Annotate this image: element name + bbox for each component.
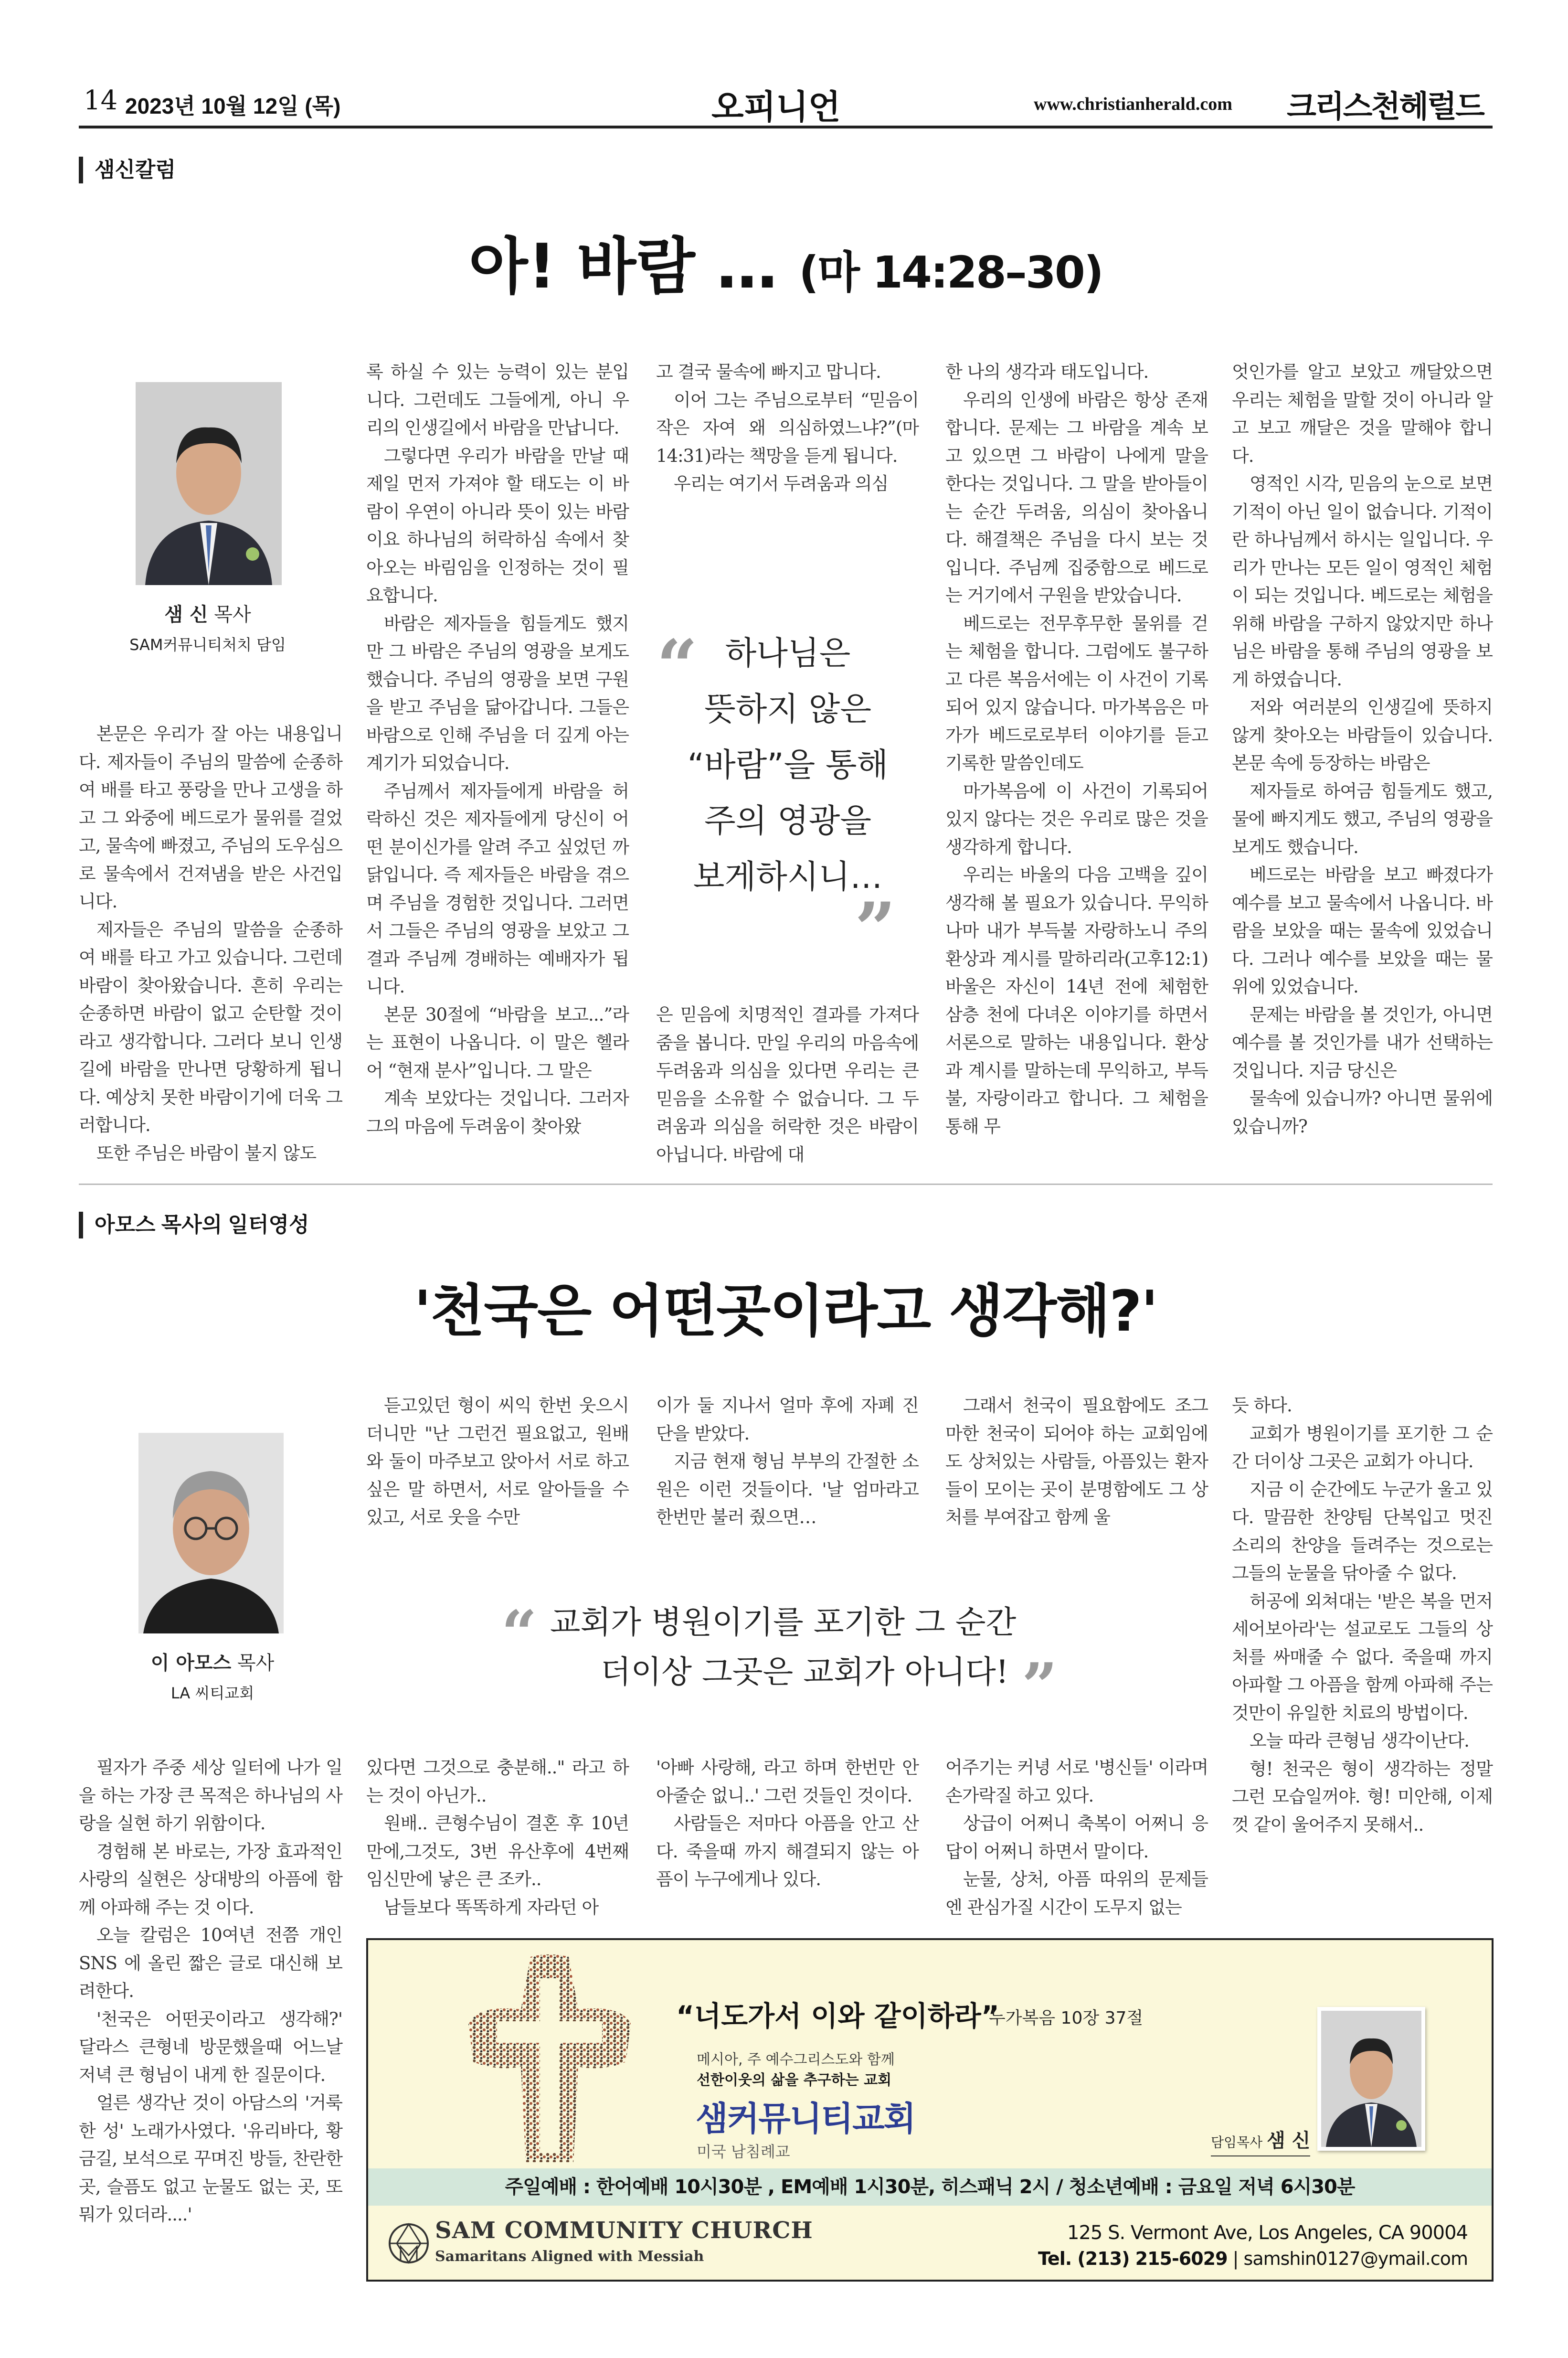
article-column	[656, 1001, 919, 1169]
ad-church-name: 샘커뮤니티교회	[696, 2099, 915, 2138]
author-name: 이 아모스	[150, 1652, 232, 1674]
paragraph-continued: 고 결국 물속에 빠지고 맙니다.	[656, 362, 881, 382]
paragraph: 오늘 칼럼은 10여년 전쯤 개인 SNS 에 올린 짧은 글로 대신해 보려한다.	[79, 1925, 342, 2001]
paragraph: 물속에 있습니까? 아니면 물위에 있습니까?	[1232, 1088, 1493, 1137]
pull-quote-line: 하나님은	[725, 635, 851, 672]
article-column	[945, 1754, 1208, 1921]
paragraph: 마가복음에 이 사건이 기록되어 있지 않다는 것은 우리로 많은 것을 생각하게 합니다.	[945, 780, 1208, 857]
article-column	[79, 1754, 342, 2229]
author-byline	[95, 1648, 329, 1675]
issue-date: 2023년 10월 12일 (목)	[125, 94, 341, 118]
paragraph: 상급이 어쩌니 축복이 어쩌니 응답이 어쩌니 하면서 말이다.	[945, 1813, 1208, 1862]
section-title: 오피니언	[711, 88, 841, 126]
paragraph-continued: 어주기는 커녕 서로 '병신들' 이라며 손가락질 하고 있다.	[945, 1757, 1208, 1806]
paragraph: 눈물, 상처, 아픔 따위의 문제들엔 관심가질 시간이 도무지 없는	[945, 1869, 1208, 1918]
article-column	[656, 358, 919, 498]
paragraph: 남들보다 똑똑하게 자라던 아	[384, 1897, 599, 1918]
paragraph: 우리의 인생에 바람은 항상 존재합니다. 문제는 그 바람을 계속 보고 있으면 그 바람이 나에게 말을 한다는 것입니다. 그 말을 받아들이는 순간 두려움, 의심이 찾아옵니다. 해결책은 주님을 다시 보는 것입니다. 주님께 집중함으로 베드로는 거기에서 구원을 받았습니다.	[945, 389, 1208, 606]
column-label: 샘신칼럼	[79, 157, 176, 183]
page-number: 14	[84, 85, 118, 116]
open-quote-icon: “	[501, 1597, 537, 1670]
paragraph: 형! 천국은 형이 생각하는 정말 그런 모습일꺼야. 형! 미안해, 이제껏 같이 울어주지 못해서..	[1232, 1758, 1493, 1835]
article-column	[366, 1754, 629, 1921]
ad-denomination: 미국 남침례교	[697, 2143, 790, 2161]
close-quote-icon: ”	[1022, 1649, 1058, 1722]
paragraph: 교회가 병원이기를 포기한 그 순간 더이상 그곳은 교회가 아니다.	[1232, 1423, 1493, 1472]
ad-logo-tagline: Samaritans Aligned with Messiah	[435, 2248, 704, 2265]
column-label: 아모스 목사의 일터영성	[79, 1212, 309, 1238]
ad-email[interactable]: samshin0127@ymail.com	[1243, 2248, 1468, 2269]
ad-pastor-name: 샘 신	[1267, 2130, 1311, 2152]
paragraph-continued: 엇인가를 알고 보았고 깨달았으면 우리는 체험을 말할 것이 아니라 알고 보고 깨달은 것을 말해야 합니다.	[1232, 362, 1493, 466]
author-role: 목사	[237, 1652, 275, 1674]
section-divider	[79, 1184, 1493, 1185]
header-rule	[79, 126, 1493, 128]
paragraph: 얼른 생각난 것이 아담스의 '거룩한 성' 노래가사였다. '유리바다, 황금길, 보석으로 꾸며진 방들, 찬란한 곳, 슬픔도 없고 눈물도 없는 곳, 또 뭐가 있더라....'	[79, 2092, 342, 2225]
open-quote-icon: “	[657, 624, 698, 708]
pull-quote-line: “바람”을 통해	[687, 747, 889, 784]
ad-service-schedule: 주일예배 : 한어예배 10시30분 , EM예배 1시30분, 히스패닉 2시 / 청소년예배 : 금요일 저녁 6시30분	[368, 2168, 1492, 2206]
paragraph-continued: 한 나의 생각과 태도입니다.	[945, 362, 1149, 382]
pull-quote	[516, 1598, 1050, 1697]
paragraph: 주님께서 제자들에게 바람을 허락하신 것은 제자들에게 당신이 어떤 분이신가를 알려 주고 싶었던 까닭입니다. 즉 제자들은 바람을 겪으며 주님을 경험한 것입니다. 그러면서 그들은 주님의 영광을 보았고 그 결과 주님께 경배하는 예배자가 됩니다.	[366, 780, 629, 997]
article-column	[656, 1392, 919, 1532]
paragraph: 또한 주님은 바람이 불지 않도	[96, 1142, 316, 1163]
pull-quote	[678, 626, 898, 905]
article-column	[79, 720, 342, 1167]
contact-separator: |	[1232, 2248, 1244, 2269]
paragraph: 바람은 제자들을 힘들게도 했지만 그 바람은 주님의 영광을 보게도 했습니다. 주님의 영광을 보면 구원을 받고 주님을 닮아갑니다. 그들은 바람으로 인해 주님을 더 깊게 아는 계기가 되었습니다.	[366, 613, 629, 773]
author-church: SAM커뮤니티처치 담임	[129, 636, 286, 654]
paragraph-continued: 이가 둘 지나서 얼마 후에 자폐 진단을 받았다.	[656, 1395, 919, 1444]
article-column	[945, 358, 1208, 1141]
pastor-photo	[1317, 2007, 1425, 2151]
paragraph: 이어 그는 주님으로부터 “믿음이 작은 자여 왜 의심하였느냐?”(마14:31)라는 책망을 듣게 됩니다.	[656, 389, 919, 466]
paragraph-continued: 록 하실 수 있는 능력이 있는 분입니다. 그런데도 그들에게, 아니 우리의 인생길에서 바람을 만납니다.	[366, 362, 629, 438]
pull-quote-line: 주의 영광을	[704, 802, 872, 840]
paragraph-continued: 듯 하다.	[1232, 1395, 1292, 1416]
paragraph-continued: '아빠 사랑해, 라고 하며 한번만 안아줄순 없니..' 그런 것들인 것이다.	[656, 1757, 919, 1806]
pull-quote-line: 교회가 병원이기를 포기한 그 순간	[550, 1604, 1017, 1641]
pull-quote-line: 더이상 그곳은 교회가 아니다!	[600, 1654, 1009, 1690]
ad-phone[interactable]: Tel. (213) 215-6029	[1038, 2248, 1228, 2269]
paragraph: 지금 이 순간에도 누군가 울고 있다. 말끔한 찬양팀 단복입고 멋진 소리의 찬양을 들려주는 것으로는 그들의 눈물을 닦아줄 수 없다.	[1232, 1479, 1493, 1583]
paragraph: 문제는 바람을 볼 것인가, 아니면 예수를 볼 것인가를 내가 선택하는 것입니다. 지금 당신은	[1232, 1004, 1493, 1081]
pull-quote-line: 보게하시니…	[693, 858, 883, 896]
paragraph: 필자가 주중 세상 일터에 나가 일을 하는 가장 큰 목적은 하나님의 사랑을 실현 하기 위함이다.	[79, 1757, 342, 1834]
article-column	[1232, 358, 1493, 1141]
ad-verse: “너도가서 이와 같이하라”	[676, 2000, 999, 2032]
paragraph: 우리는 바울의 다음 고백을 깊이 생각해 볼 필요가 있습니다. 무익하나마 내가 부득불 자랑하노니 주의 환상과 계시를 말하리라(고후12:1) 바울은 자신이 14년 전에 체험한 삼층 천에 다녀온 이야기를 하면서 서론으로 말하는 내용입니다. 환상과 계시를 말하는데 무익하고, 부득불, 자랑이라고 합니다. 그 체험을 통해 무	[945, 864, 1208, 1137]
cross-crowd-icon	[459, 1952, 640, 2167]
paragraph: 경험해 본 바로는, 가장 효과적인 사랑의 실현은 상대방의 아픔에 함께 아파해 주는 것 이다.	[79, 1841, 342, 1918]
church-logo-icon	[387, 2217, 430, 2270]
paragraph: 계속 보았다는 것입니다. 그러자 그의 마음에 두려움이 찾아왔	[366, 1088, 629, 1137]
scripture-reference: (마 14:28–30)	[799, 247, 1102, 298]
paragraph: 본문은 우리가 잘 아는 내용입니다. 제자들이 주님의 말씀에 순종하여 배를 타고 풍랑을 만나 고생을 하고 그 와중에 베드로가 물위를 걸었고, 물속에 빠졌고, 주님의 도우심으로 물속에서 건져냄을 받은 사건입니다.	[79, 724, 342, 912]
ad-address: 125 S. Vermont Ave, Los Angeles, CA 90004	[1067, 2222, 1468, 2244]
ad-pastor	[1211, 2125, 1310, 2156]
church-advertisement	[366, 1938, 1494, 2282]
ad-tagline: 선한이웃의 삶을 추구하는 교회	[697, 2072, 892, 2089]
paragraph: 듣고있던 형이 씨익 한번 웃으시더니만 "난 그런건 필요없고, 원배와 둘이 마주보고 앉아서 서로 하고 싶은 말 하면서, 서로 알아들을 수 있고, 서로 웃을 수만	[366, 1395, 629, 1527]
paragraph: 영적인 시각, 믿음의 눈으로 보면 기적이 아닌 일이 없습니다. 기적이란 하나님께서 하시는 일입니다. 우리가 만나는 모든 일이 영적인 체험이 되는 것입니다. 베드로는 체험을 위해 바람을 구하지 않았지만 하나님은 바람을 통해 주님의 영광을 보게 하였습니다.	[1232, 473, 1493, 690]
ad-tagline: 메시아, 주 예수그리스도와 함께	[697, 2051, 895, 2068]
paragraph-continued: 있다면 그것으로 충분해.." 라고 하는 것이 아닌가..	[366, 1757, 629, 1806]
article-column	[945, 1392, 1208, 1532]
paragraph: 지금 현재 형님 부부의 간절한 소원은 이런 것들이다. '날 엄마라고 한번만 불러 줬으면…	[656, 1451, 919, 1527]
article-column	[656, 1754, 919, 1894]
paragraph: 사람들은 저마다 아픔을 안고 산다. 죽을때 까지 해결되지 않는 아픔이 누구에게나 있다.	[656, 1813, 919, 1889]
author-byline	[95, 599, 320, 627]
paragraph: 우리는 여기서 두려움과 의심	[674, 473, 889, 494]
site-url[interactable]: www.christianherald.com	[1034, 94, 1232, 114]
ad-contact	[1038, 2248, 1468, 2269]
ad-pastor-title: 담임목사	[1211, 2134, 1263, 2150]
pull-quote-line: 뜻하지 않은	[704, 691, 872, 728]
author-photo	[136, 382, 282, 585]
paragraph: 그래서 천국이 필요함에도 조그마한 천국이 되어야 하는 교회임에도 상처있는 사람들, 아픔있는 환자들이 모이는 곳이 분명함에도 그 상처를 부여잡고 함께 울	[945, 1395, 1208, 1527]
paragraph: 제자들은 주님의 말씀을 순종하여 배를 타고 가고 있습니다. 그런데 바람이 찾아왔습니다. 흔히 우리는 순종하면 바람이 없고 순탄할 것이라고 생각합니다. 그러다 보니 인생길에 바람을 만나면 당황하게 됩니다. 예상치 못한 바람이기에 더욱 그러합니다.	[79, 919, 342, 1135]
author-role: 목사	[214, 604, 251, 626]
paragraph: 원배.. 큰형수님이 결혼 후 10년 만에,그것도, 3번 유산후에 4번째 임신만에 낳은 큰 조카..	[366, 1813, 629, 1889]
article-column	[1232, 1392, 1493, 1839]
paragraph: 오늘 따라 큰형님 생각이난다.	[1250, 1730, 1469, 1751]
ad-logo-name: SAM COMMUNITY CHURCH	[435, 2217, 813, 2244]
masthead-logo: 크리스천헤럴드	[1287, 89, 1483, 124]
paragraph: 제자들로 하여금 힘들게도 했고, 물에 빠지게도 했고, 주님의 영광을 보게도 했습니다.	[1232, 780, 1493, 857]
article-title	[79, 217, 1493, 305]
close-quote-icon: ”	[855, 887, 896, 971]
article-column	[366, 358, 629, 1141]
article-title: '천국은 어떤곳이라고 생각해?'	[414, 1278, 1157, 1344]
paragraph: 허공에 외쳐대는 '받은 복을 먼저 세어보아라'는 설교로도 그들의 상처를 싸매줄 수 없다. 죽을때 까지 아파할 그 아픔을 함께 아파해 주는 것만이 유일한 치료의 방법이다.	[1232, 1590, 1493, 1723]
paragraph: 저와 여러분의 인생길에 뜻하지 않게 찾아오는 바람들이 있습니다. 본문 속에 등장하는 바람은	[1232, 697, 1493, 773]
author-church: LA 씨티교회	[170, 1684, 254, 1702]
paragraph-continued: 은 믿음에 치명적인 결과를 가져다줌을 봅니다. 만일 우리의 마음속에 두려움과 의심을 있다면 우리는 큰 믿음을 소유할 수 없습니다. 그 두려움과 의심을 허락한 것은 바람이 아닙니다. 바람에 대	[656, 1004, 919, 1165]
paragraph: 본문 30절에 “바람을 보고...”라는 표현이 나옵니다. 이 말은 헬라어 “현재 분사”입니다. 그 말은	[366, 1004, 629, 1081]
author-name: 샘 신	[164, 604, 208, 626]
paragraph: 베드로는 바람을 보고 빠졌다가 예수를 보고 물속에서 나옵니다. 바람을 보았을 때는 물속에 있었습니다. 그러나 예수를 보았을 때는 물위에 있었습니다.	[1232, 864, 1493, 997]
ad-verse-reference: 누가복음 10장 37절	[989, 2008, 1144, 2028]
article-title-text: 아! 바람 …	[469, 231, 778, 302]
paragraph: 베드로는 전무후무한 물위를 걷는 체험을 합니다. 그럼에도 불구하고 다른 복음서에는 이 사건이 기록되어 있지 않습니다. 마가복음은 마가가 베드로로부터 이야기를 듣고 기록한 말씀인데도	[945, 613, 1208, 773]
paragraph: 그렇다면 우리가 바람을 만날 때 제일 먼저 가져야 할 태도는 이 바람이 우연이 아니라 뜻이 있는 바람이요 하나님의 허락하심 속에서 찾아오는 바림임을 인정하는 것이 필요합니다.	[366, 445, 629, 606]
author-photo	[138, 1433, 284, 1633]
paragraph: '천국은 어떤곳이라고 생각해?' 달라스 큰형네 방문했을때 어느날 저녁 큰 형님이 내게 한 질문이다.	[79, 2008, 342, 2085]
article-column	[366, 1392, 629, 1532]
